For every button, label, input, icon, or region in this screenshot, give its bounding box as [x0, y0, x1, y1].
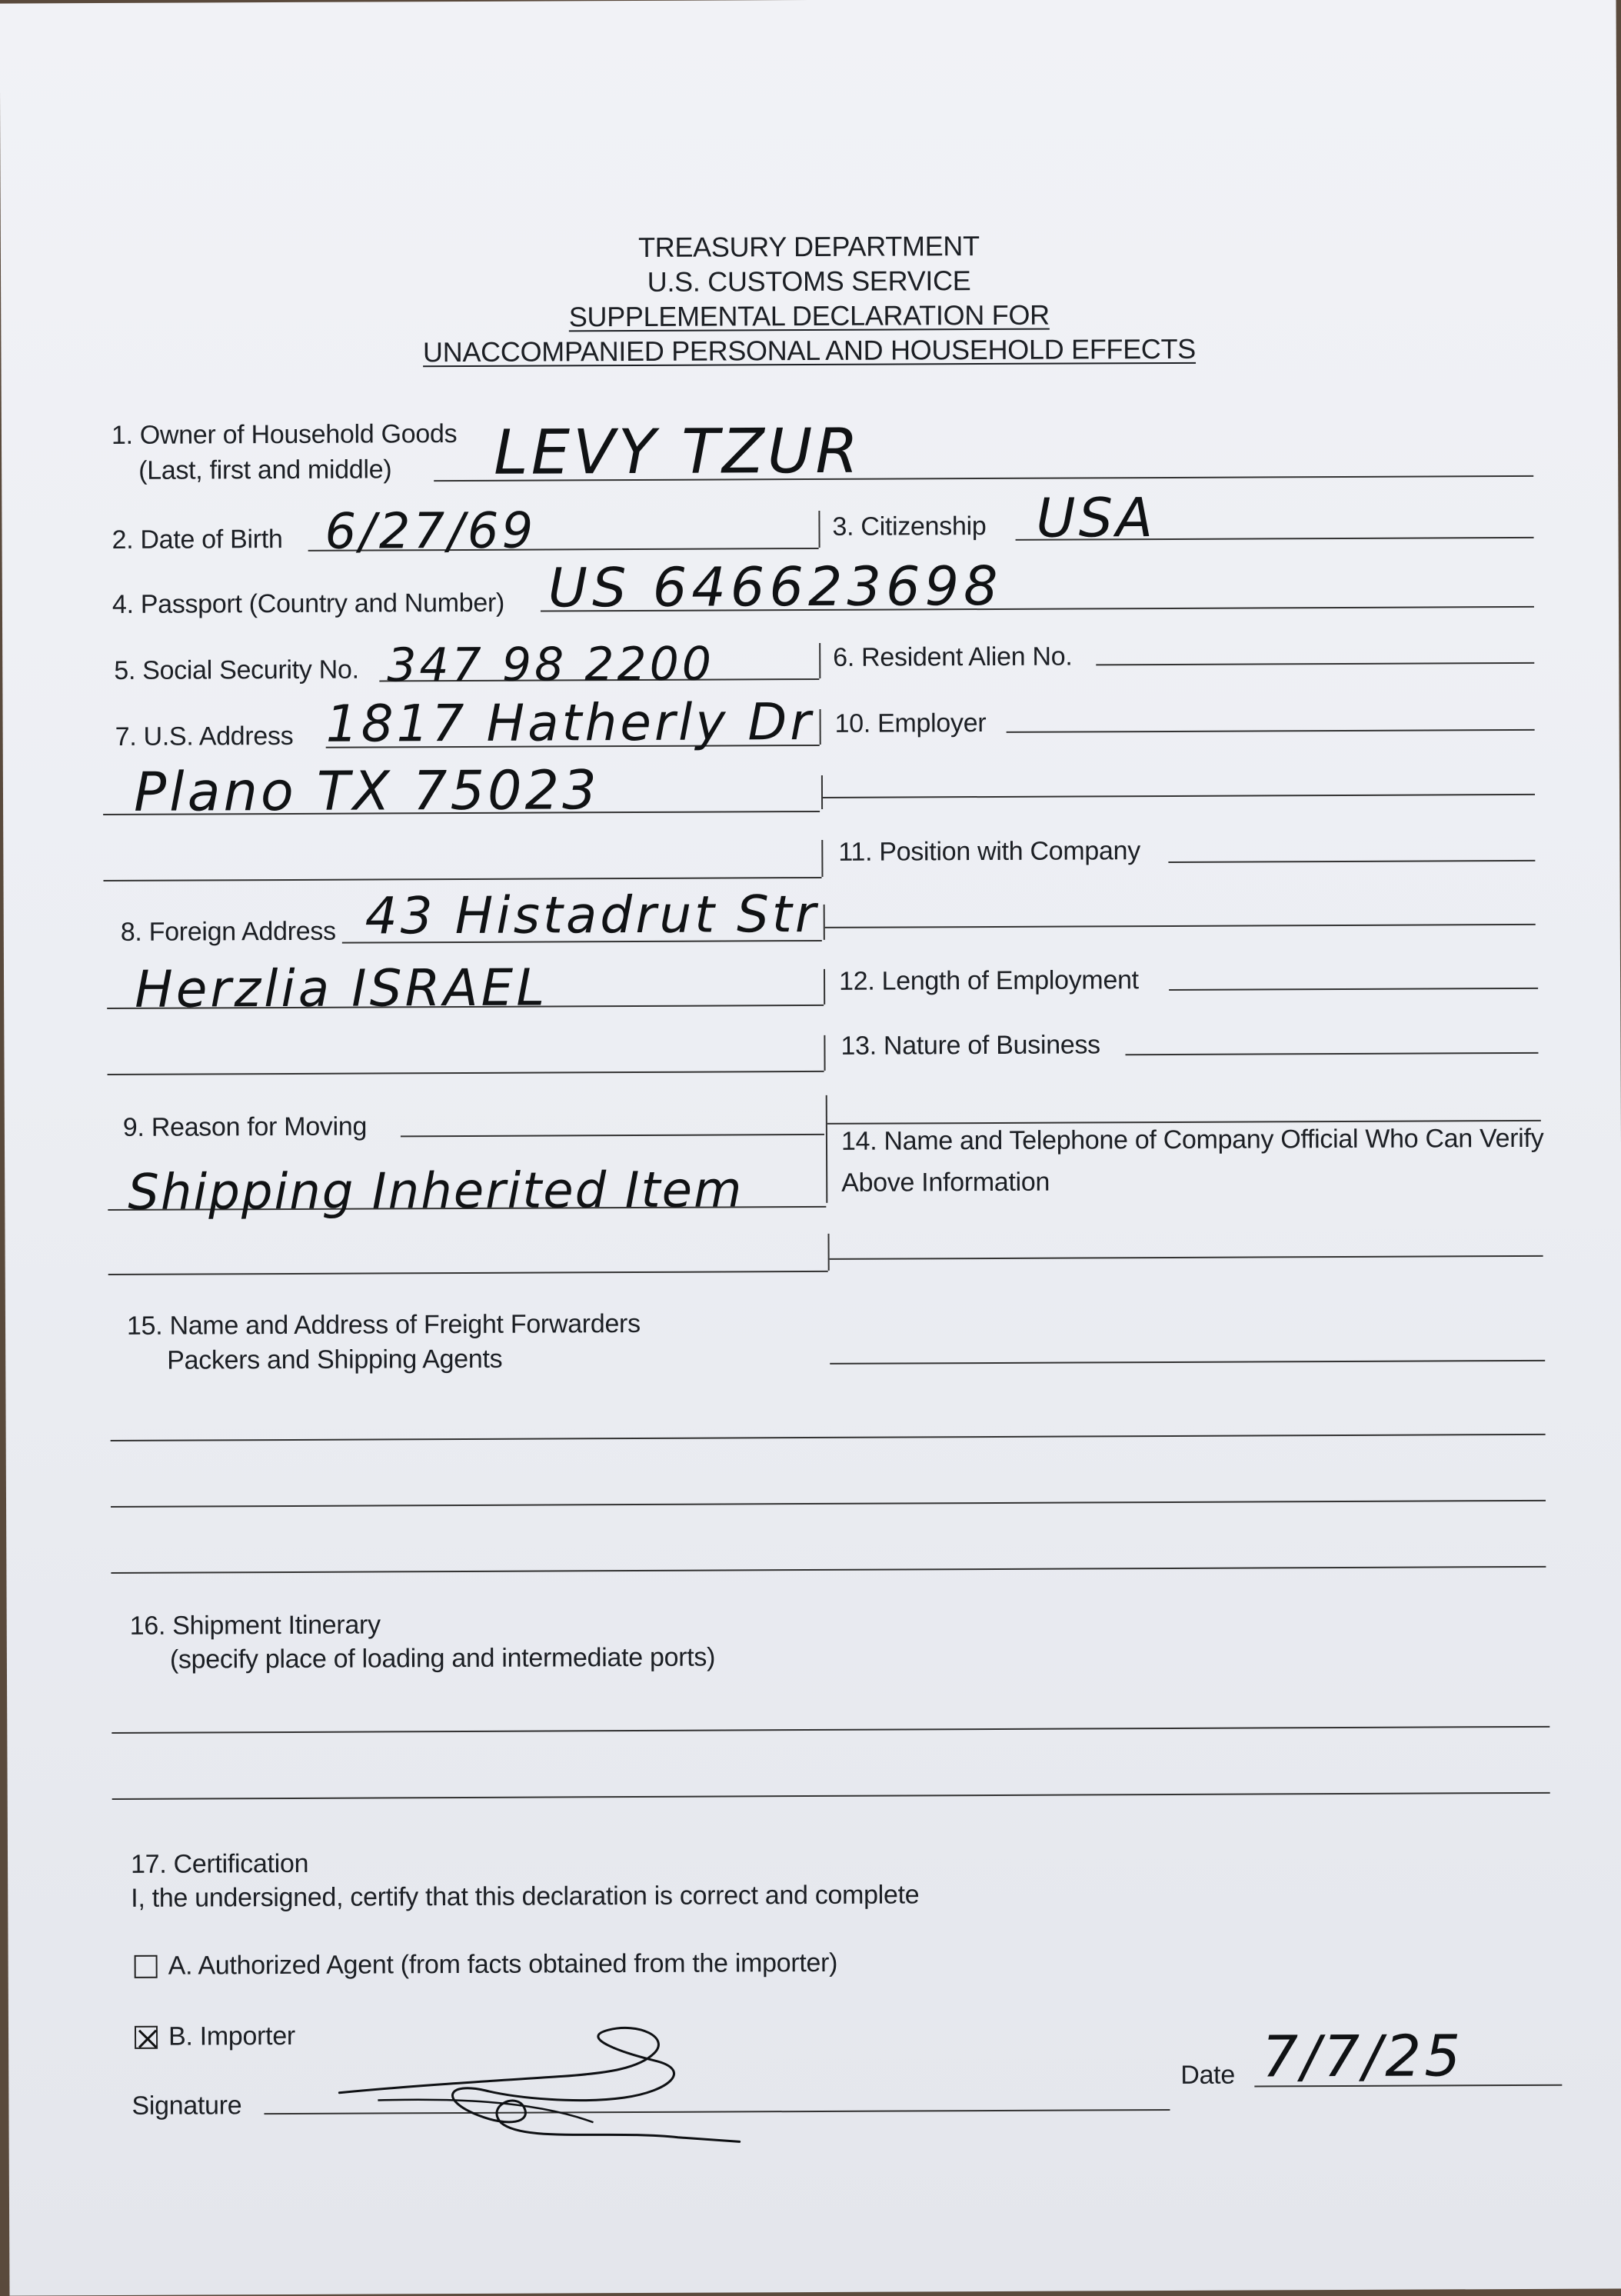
citizenship-label: 3. Citizenship [832, 512, 987, 542]
us-address-value-2[interactable]: Plano TX 75023 [133, 758, 600, 824]
signature-label: Signature [131, 2091, 242, 2121]
divider [819, 643, 820, 678]
divider [821, 775, 823, 809]
divider [824, 905, 825, 940]
nature-label: 13. Nature of Business [840, 1030, 1100, 1061]
title-line-2 [1, 331, 1617, 370]
official-label-1: 14. Name and Telephone of Company Official Who Can Verify [840, 1123, 1544, 1156]
itinerary-label-1: 16. Shipment Itinerary [129, 1610, 381, 1641]
foreign-address-value-2[interactable]: Herzlia ISRAEL [134, 958, 548, 1019]
itinerary-line-2 [112, 1792, 1550, 1800]
ssn-label: 5. Social Security No. [114, 655, 359, 685]
forwarders-line-1 [830, 1360, 1545, 1365]
ssn-value[interactable]: 347 98 2200 [387, 637, 715, 693]
foreign-address-value-1[interactable]: 43 Histadrut Str [364, 884, 820, 946]
reason-value[interactable]: Shipping Inherited Item [128, 1161, 744, 1221]
forwarders-line-4 [111, 1566, 1546, 1574]
foreign-address-label: 8. Foreign Address [120, 916, 336, 947]
forwarders-label-1: 15. Name and Address of Freight Forwarders [126, 1308, 641, 1341]
employer-label: 10. Employer [834, 708, 987, 738]
divider [824, 1035, 825, 1071]
dept-heading: TREASURY DEPARTMENT [637, 230, 980, 263]
reason-line-3 [108, 1271, 828, 1275]
length-label: 12. Length of Employment [838, 965, 1139, 996]
dob-label: 2. Date of Birth [112, 525, 283, 555]
signature-mark[interactable] [331, 2006, 763, 2146]
divider [820, 709, 821, 745]
checkbox-authorized-agent[interactable] [135, 1955, 158, 1978]
employer-line-2 [823, 794, 1535, 798]
us-address-line-3 [103, 877, 821, 881]
service-heading: U.S. CUSTOMS SERVICE [647, 265, 971, 298]
option-a-label: A. Authorized Agent (from facts obtained from the importer) [168, 1948, 838, 1981]
itinerary-label-2: (specify place of loading and intermediate ports) [169, 1642, 716, 1675]
divider [827, 1234, 829, 1271]
itinerary-line-1 [112, 1726, 1549, 1734]
check-x-icon [136, 2028, 159, 2051]
employer-line [1007, 729, 1535, 733]
title-line-1 [1, 296, 1617, 335]
citizenship-value[interactable]: USA [1036, 486, 1157, 550]
position-line [1168, 860, 1535, 863]
passport-value[interactable]: US 646623698 [548, 554, 1003, 620]
title-line-1-text: SUPPLEMENTAL DECLARATION FOR [568, 298, 1050, 333]
date-value[interactable]: 7/7/25 [1261, 2023, 1464, 2091]
official-label-2: Above Information [841, 1167, 1050, 1198]
official-line [830, 1255, 1543, 1260]
forwarders-label-2: Packers and Shipping Agents [167, 1344, 503, 1375]
owner-value[interactable]: LEVY TZUR [493, 415, 862, 488]
checkbox-importer[interactable] [135, 2026, 158, 2049]
foreign-address-line-3 [108, 1071, 824, 1075]
divider [826, 1095, 828, 1203]
certification-label: 17. Certification [130, 1848, 309, 1879]
forwarders-line-2 [111, 1434, 1546, 1441]
reason-label: 9. Reason for Moving [122, 1111, 368, 1142]
position-label: 11. Position with Company [838, 836, 1140, 867]
us-address-label: 7. U.S. Address [115, 721, 294, 751]
reason-line-1 [401, 1134, 824, 1137]
certification-statement: I, the undersigned, certify that this declaration is correct and complete [131, 1880, 920, 1913]
divider [818, 511, 820, 548]
length-line [1169, 988, 1538, 991]
dob-value[interactable]: 6/27/69 [325, 502, 537, 561]
date-label: Date [1180, 2060, 1235, 2090]
alien-line [1096, 662, 1534, 665]
owner-sub-label: (Last, first and middle) [138, 455, 392, 485]
us-address-value-1[interactable]: 1817 Hatherly Dr [325, 691, 814, 754]
option-b-label: B. Importer [168, 2021, 295, 2051]
passport-label: 4. Passport (Country and Number) [112, 588, 505, 619]
owner-label: 1. Owner of Household Goods [111, 419, 458, 450]
position-line-2 [825, 924, 1536, 928]
alien-label: 6. Resident Alien No. [833, 641, 1073, 672]
divider [824, 969, 825, 1005]
title-line-2-text: UNACCOMPANIED PERSONAL AND HOUSEHOLD EFFECTS [422, 332, 1197, 368]
nature-line [1125, 1052, 1538, 1055]
divider [821, 840, 823, 877]
forwarders-line-3 [111, 1500, 1546, 1508]
